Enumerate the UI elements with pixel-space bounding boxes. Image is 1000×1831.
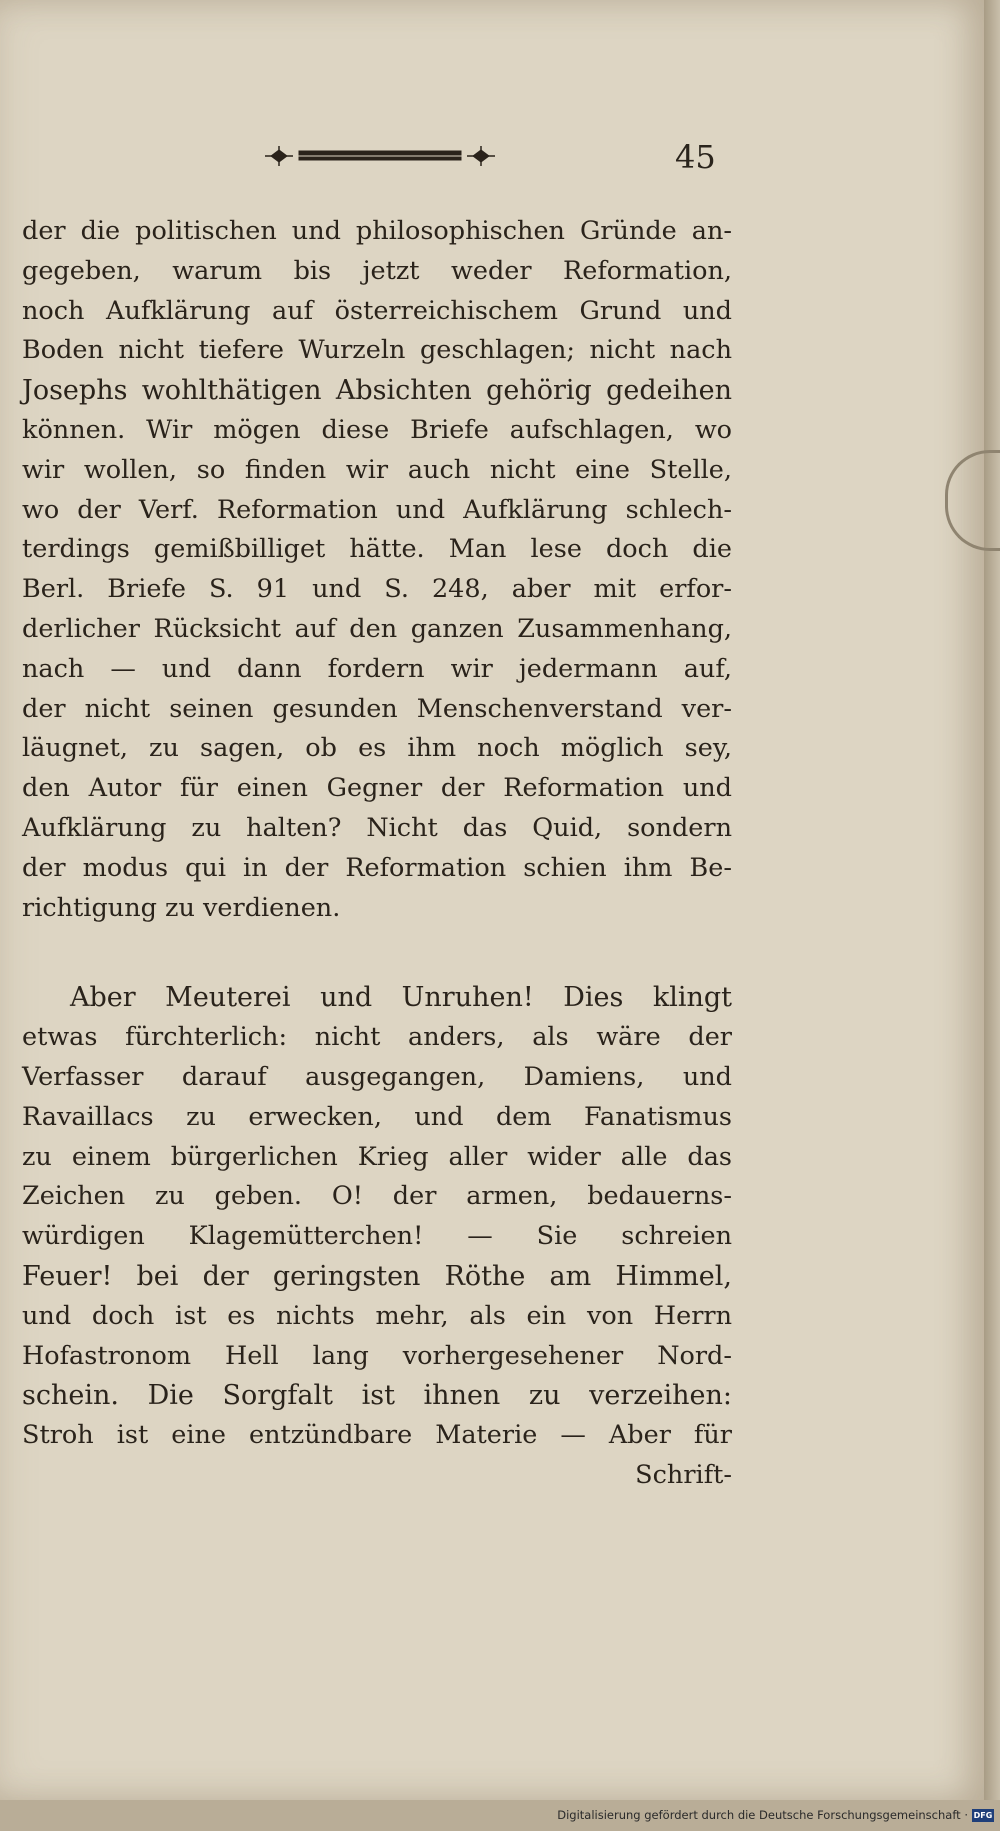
text-line: Stroh ist eine entzündbare Materie — Aber für: [22, 1420, 732, 1451]
text-line: noch Aufklärung auf österreichischem Grund und: [22, 295, 732, 326]
catchword: Schrift-: [635, 1459, 732, 1490]
text-line: schein. Die Sorgfalt ist ihnen zu verzeihen:: [22, 1380, 732, 1412]
text-line: Verfasser darauf ausgegangen, Damiens, und: [22, 1061, 732, 1092]
text-line: Hofastronom Hell lang vorhergesehener Nord-: [22, 1340, 732, 1371]
text-line: der modus qui in der Reformation schien ihm Be-: [22, 852, 732, 883]
text-line: wir wollen, so finden wir auch nicht eine Stelle,: [22, 454, 732, 485]
body-text: [22, 212, 732, 1496]
text-line: würdigen Klagemütterchen! — Sie schreien: [22, 1221, 732, 1252]
text-line: der nicht seinen gesunden Menschenverstand ver-: [22, 693, 732, 724]
paragraph-1: [22, 212, 732, 928]
text-line: richtigung zu verdienen.: [22, 892, 341, 923]
text-line: wo der Verf. Reformation und Aufklärung schlech-: [22, 494, 732, 525]
text-line: den Autor für einen Gegner der Reformation und: [22, 773, 732, 804]
text-line: nach — und dann fordern wir jedermann auf,: [22, 653, 732, 684]
text-line: zu einem bürgerlichen Krieg aller wider alle das: [22, 1141, 732, 1172]
paragraph-2: [22, 978, 732, 1495]
page-number: 45: [675, 138, 716, 176]
page-edge: [984, 0, 1000, 1800]
footer-credit: Digitalisierung gefördert durch die Deutsche Forschungsgemeinschaft ·: [557, 1808, 968, 1822]
text-line: Zeichen zu geben. O! der armen, bedauerns-: [22, 1181, 732, 1212]
text-line: etwas fürchterlich: nicht anders, als wäre der: [22, 1022, 732, 1053]
text-line: Berl. Briefe S. 91 und S. 248, aber mit erfor-: [22, 574, 732, 605]
text-line: Aber Meuterei und Unruhen! Dies klingt: [70, 982, 732, 1014]
text-line: Josephs wohlthätigen Absichten gehörig gedeihen: [22, 375, 732, 407]
text-line: läugnet, zu sagen, ob es ihm noch möglich sey,: [22, 733, 732, 764]
text-line: derlicher Rücksicht auf den ganzen Zusammenhang,: [22, 613, 732, 644]
page-header: [20, 138, 740, 178]
text-line: der die politischen und philosophischen Gründe an-: [22, 216, 732, 246]
dfg-logo-icon: DFG: [973, 1810, 993, 1820]
text-line: Aufklärung zu halten? Nicht das Quid, sondern: [22, 812, 732, 843]
text-line: gegeben, warum bis jetzt weder Reformation,: [22, 255, 732, 286]
ornamental-rule-icon: [265, 144, 495, 168]
text-line: Boden nicht tiefere Wurzeln geschlagen; nicht nach: [22, 335, 732, 366]
text-line: terdings gemißbilliget hätte. Man lese doch die: [22, 534, 732, 565]
text-line: Ravaillacs zu erwecken, und dem Fanatismus: [22, 1101, 732, 1132]
text-line: Feuer! bei der geringsten Röthe am Himmel,: [22, 1260, 732, 1292]
text-line: und doch ist es nichts mehr, als ein von Herrn: [22, 1300, 732, 1331]
digitization-footer: [557, 1805, 994, 1825]
text-line: können. Wir mögen diese Briefe aufschlagen, wo: [22, 414, 732, 445]
